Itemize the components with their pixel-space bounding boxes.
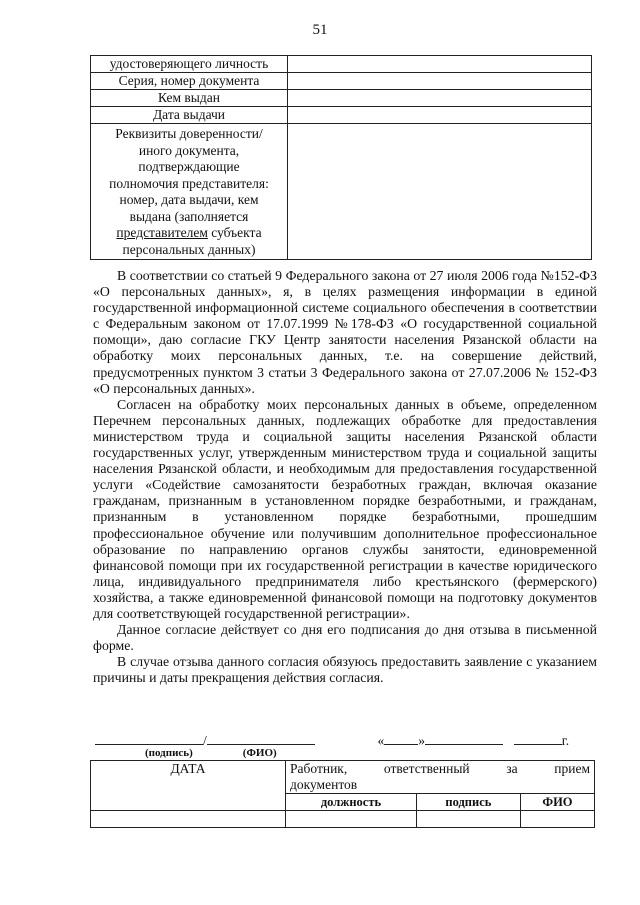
poa-line-rest: субъекта bbox=[207, 225, 262, 240]
value-power-of-attorney[interactable] bbox=[288, 124, 592, 260]
signature-blank[interactable] bbox=[95, 732, 203, 745]
value-series-number[interactable] bbox=[288, 73, 592, 90]
poa-line: иного документа, bbox=[138, 142, 240, 158]
table-row bbox=[91, 761, 595, 794]
label-series-number: Серия, номер документа bbox=[91, 73, 288, 90]
position-header: должность bbox=[286, 794, 417, 811]
personal-data-table bbox=[90, 55, 592, 260]
table-row bbox=[91, 107, 592, 124]
table-row bbox=[91, 90, 592, 107]
responsible-header bbox=[286, 761, 595, 794]
year-blank[interactable] bbox=[514, 732, 562, 745]
fio-blank[interactable] bbox=[207, 732, 315, 745]
month-blank[interactable] bbox=[425, 732, 503, 745]
signature-slash: / bbox=[203, 733, 207, 748]
responsible-line: документов bbox=[290, 777, 358, 792]
acceptance-table bbox=[90, 760, 595, 828]
paragraph-legal-basis: В соответствии со статьей 9 Федерального закона от 27 июля 2006 года №152-ФЗ «О персональных данных», я, в целях размещения информации в единой государственной информационной системе социального обеспечения в соответствии с Федеральным законом от 17.07.1999 №178-ФЗ «О государственной социальной помощи», даю согласие ГКУ Центр занятости населения Рязанской области на обработку моих персональных данных, т.е. на совершение действий, предусмотренных пунктом 3 статьи 3 Федерального закона от 27.07.2006 № 152-ФЗ «О персональных данных». bbox=[93, 268, 597, 396]
consent-text bbox=[93, 268, 597, 686]
fio-cell[interactable] bbox=[520, 811, 594, 828]
label-id-document: удостоверяющего личность bbox=[91, 56, 288, 73]
poa-line: Реквизиты доверенности/ bbox=[115, 126, 263, 141]
day-blank[interactable] bbox=[384, 732, 418, 745]
poa-line: подтверждающие bbox=[138, 159, 240, 174]
page-number: 51 bbox=[312, 22, 328, 38]
table-row bbox=[91, 56, 592, 73]
table-row bbox=[91, 73, 592, 90]
caption-signature: (подпись) bbox=[145, 747, 193, 759]
signature-cell[interactable] bbox=[416, 811, 520, 828]
position-cell[interactable] bbox=[286, 811, 417, 828]
poa-line: полномочия представителя: bbox=[109, 175, 269, 191]
poa-line: выдана (заполняется bbox=[129, 208, 249, 224]
responsible-line: Работник, ответственный за прием bbox=[290, 761, 590, 776]
date-quote-close: » bbox=[418, 733, 426, 748]
poa-line bbox=[95, 225, 283, 242]
poa-line: персональных данных) bbox=[122, 241, 256, 257]
value-issued-by[interactable] bbox=[288, 90, 592, 107]
table-row bbox=[91, 124, 592, 260]
fio-header: ФИО bbox=[520, 794, 594, 811]
date-quote-open: « bbox=[377, 733, 385, 748]
date-header: ДАТА bbox=[91, 761, 286, 811]
caption-fio: (ФИО) bbox=[242, 747, 277, 759]
paragraph-validity: Данное согласие действует со дня его подписания до дня отзыва в письменной форме. bbox=[93, 622, 597, 654]
paragraph-scope: Согласен на обработку моих персональных данных в объеме, определенном Перечнем персональных данных, подлежащих обработке для предоставления министерством труда и социальной защиты населения Рязанской области государственных услуг, утвержденным министерством труда и социальной защиты населения Рязанской области, и необходимым для предоставления государственной услуги «Содействие самозанятости безработных граждан, включая оказание гражданам, признанным в установленном порядке безработными, и гражданам, признанным в установленном порядке безработными, прошедшим профессиональное обучение или получившим дополнительное профессиональное образование по направлению органов службы занятости, единовременной финансовой помощи при их государственной регистрации в качестве юридического лица, индивидуального предпринимателя либо крестьянского (фермерского) хозяйства, а также единовременной финансовой помощи на подготовку документов для соответствующей государственной регистрации». bbox=[93, 396, 597, 621]
poa-underlined-word: представителем bbox=[116, 225, 208, 240]
date-cell[interactable] bbox=[91, 811, 286, 828]
value-issue-date[interactable] bbox=[288, 107, 592, 124]
label-issue-date: Дата выдачи bbox=[91, 107, 288, 124]
label-issued-by: Кем выдан bbox=[91, 90, 288, 107]
poa-line: номер, дата выдачи, кем bbox=[119, 192, 259, 207]
table-row bbox=[91, 811, 595, 828]
value-id-document[interactable] bbox=[288, 56, 592, 73]
label-power-of-attorney bbox=[91, 124, 288, 260]
year-suffix: г. bbox=[561, 733, 570, 748]
signature-captions bbox=[95, 747, 595, 759]
paragraph-withdrawal: В случае отзыва данного согласия обязуюсь предоставить заявление с указанием причины и даты прекращения действия согласия. bbox=[93, 654, 597, 686]
signature-header: подпись bbox=[416, 794, 520, 811]
